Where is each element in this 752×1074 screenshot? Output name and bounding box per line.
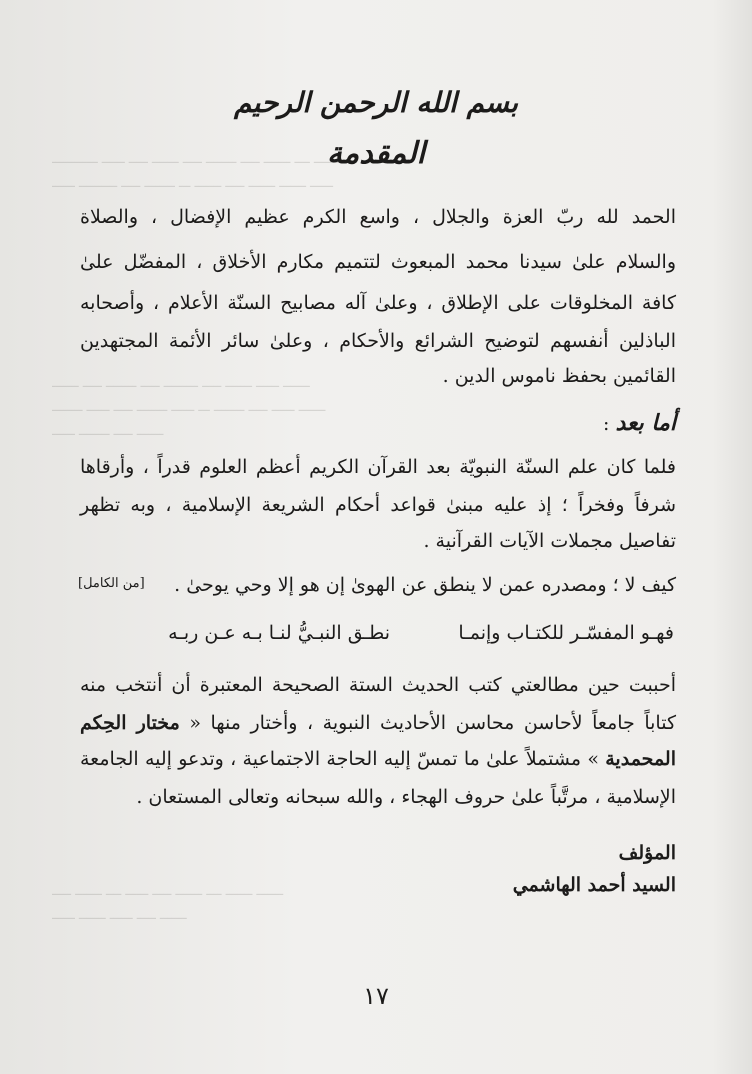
amma-badu-colon: : xyxy=(603,413,610,435)
basmala: بسم الله الرحمن الرحيم xyxy=(234,86,518,119)
poem-meter-label: [من الكامل] xyxy=(78,576,145,591)
paragraph3-line-2 xyxy=(80,712,676,734)
paragraph2-line-3: تفاصيل مجملات الآيات القرآنية . xyxy=(423,530,676,552)
intro-line-1: الحمد لله ربّ العزة والجلال ، واسع الكرم عظيم الإفضال ، والصلاة xyxy=(80,206,676,228)
page-number: ١٧ xyxy=(363,982,389,1010)
paragraph2-line-2: شرفاً وفخراً ؛ إذ عليه مبنىٰ قواعد أحكام الشريعة الإسلامية ، وبه تظهر xyxy=(80,494,676,516)
intro-line-5: القائمين بحفظ ناموس الدين . xyxy=(442,365,676,387)
reverse-side-show-through: ــــــــــــ ــــــ ـــــ ـــــــ ـــــ ــــــــ ـــــ ـــــــ ــــ ـــــــ ــــــ ــــــــــ ـــــ ــــــــ ـــ ـــــــ ـــــ ـــــــ ـــــــ ــــــ xyxy=(52,152,341,191)
section-heading: المقدمة xyxy=(327,136,425,171)
paragraph2-line-1: فلما كان علم السنّة النبويّة بعد القرآن الكريم أعظم العلوم قدراً ، وأرقاها xyxy=(80,456,676,478)
poem-hemistich-1: فهـو المفسّـر للكتـاب وإنمـا xyxy=(458,622,674,644)
paragraph3-line-4: الإسلامية ، مرتَّباً علىٰ حروف الهجاء ، والله سبحانه وتعالى المستعان . xyxy=(136,786,676,808)
paragraph3-line-3 xyxy=(80,748,676,770)
quranic-reference-line: كيف لا ؛ ومصدره عمن لا ينطق عن الهوىٰ إن هو إلا وحي يوحىٰ . xyxy=(174,574,676,596)
intro-line-2: والسلام علىٰ سيدنا محمد المبعوث لتتميم مكارم الأخلاق ، المفضّل علىٰ xyxy=(80,251,676,273)
paragraph3-line-3-text: » مشتملاً علىٰ ما تمسّ إليه الحاجة الاجتماعية ، وتدعو إليه الجامعة xyxy=(80,748,599,770)
author-label: المؤلف xyxy=(618,842,676,864)
amma-badu-text: أما بعد xyxy=(615,410,676,436)
reverse-side-show-through: ـــــ ـــــــ ــــ ــــــ ـــــ ـــــــ ــــ ـــــــ ـــــــ ــــــ ـــــــ ــــــ ـــــ ـــــــ xyxy=(52,884,284,923)
poem-hemistich-2: نطـق النبـيُّ لنـا بـه عـن ربـه xyxy=(168,622,390,644)
author-name: السيد أحمد الهاشمي xyxy=(512,874,676,896)
intro-line-3: كافة المخلوقات على الإطلاق ، وعلىٰ آله مصابيح السنّة الأعلام ، وأصحابه xyxy=(80,292,676,314)
paragraph3-line-2-text: كتاباً جامعاً لأحاسن محاسن الأحاديث النبوية ، وأختار منها « xyxy=(189,712,676,734)
amma-badu-heading xyxy=(603,410,676,436)
intro-line-4: الباذلين أنفسهم لتوضيح الشرائع والأحكام ، وعلىٰ سائر الأئمة المجتهدين xyxy=(80,330,676,352)
book-title-part-1: مختار الحِكم xyxy=(80,712,180,734)
book-title-part-2: المحمدية xyxy=(605,748,676,770)
reverse-side-show-through: ـــــــ ـــــ ــــــــ ـــــ ـــــــــ ـــــ ـــــــ ــــــ ـــــــ ــــــــ ــــــ ـــــ ــــــــ ــــــ ـــ ــــــــ ـــــ ــــــ ـــــــ ــــــ ــــــــ ـــــ ـــــــ xyxy=(52,376,326,439)
paragraph3-line-1: أحببت حين مطالعتي كتب الحديث الستة الصحيحة المعتبرة أن أنتخب منه xyxy=(80,674,676,696)
